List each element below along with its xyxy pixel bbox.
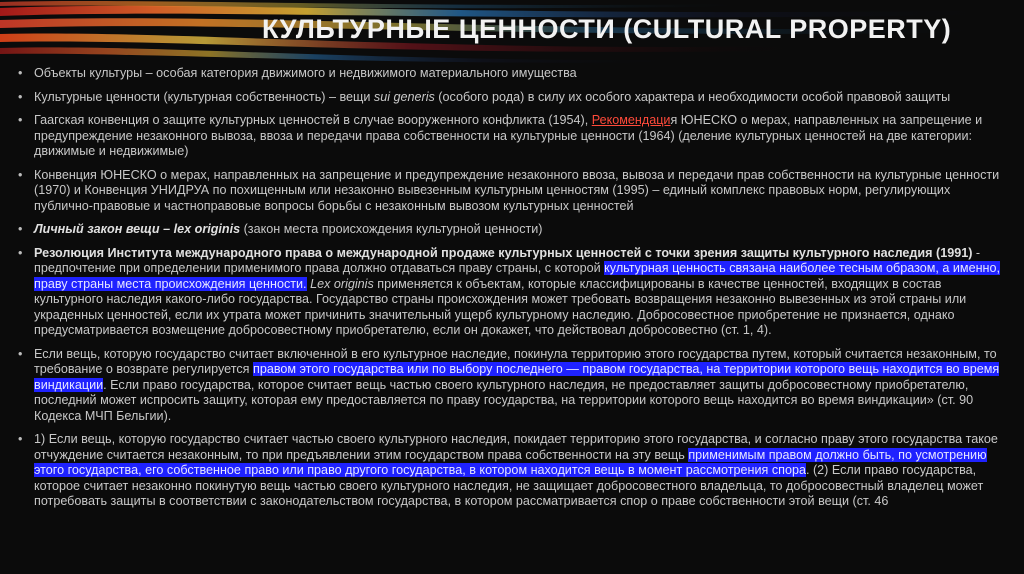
bullet-item — [16, 246, 1008, 339]
bullet-dot: • — [18, 113, 23, 127]
bullet-text: Если вещь, которую государство считает включенной в его культурное наследие, покинула территорию этого государства путем, который считается незаконным, то требование о возврате регулируется — [34, 346, 997, 376]
bullet-dot: • — [18, 346, 23, 361]
bullet-dot: • — [18, 167, 23, 182]
bullet-text: применяется к объектам, которые классифицированы в качестве ценностей, входящих в состав культурного наследия какого-либо государства. Государство страны происхождения может требовать возвращения незаконно вывезенных из этой страны или украденных ценностей, если их утрата может причинить значительный ущерб культурному наследию. Добросовестное приобретение не признается, однако предусматривается возмещение добросовестному приобретателю, если он докажет, что действовал добросовестно (ст. 1, 4). — [34, 276, 967, 337]
highlighted-text: культурная ценность связана наиболее тесным образом, а именно, праву страны места происхождения ценности. — [34, 261, 1000, 291]
bullet-text: . (2) Если право государства, которое считает незаконно покинутую вещь частью своего культурного наследия, не защищает добросовестного владельца, то добросовестный владелец может потребовать защиты в соответствии с законодательством государства, в котором рассматривается спор о праве собственности этой вещи (ст. 46 — [34, 463, 984, 508]
bold-heading: Резолюция Института международного права о международной продаже культурных ценностей с точки зрения защиты культурного наследия (1991) — [34, 245, 973, 260]
slide-title: КУЛЬТУРНЫЕ ЦЕННОСТИ (CULTURAL PROPERTY) — [262, 14, 952, 44]
bullet-dot: • — [18, 432, 23, 446]
bullet-text: Конвенция ЮНЕСКО о мерах, направленных на запрещение и предупреждение незаконного ввоза, вывоза и передачи прав собственности на культурные ценности (1970) и Конвенция УНИДРУА по похищенным или незаконно вывезенным культурным ценностям (1995) – единый комплекс правовых норм, регулирующих публично-правовые и частноправовые вопросы борьбы с незаконным вывозом культурных ценностей — [34, 167, 1000, 213]
bullet-text: я ЮНЕСКО о мерах, направленных на запрещение и предупреждение незаконного вывоза, ввоза и передачи права собственности на культурные ценности (1964) (деление культурных ценностей на две категории: движимые и недвижимые) — [34, 113, 983, 158]
bullet-text: . Если право государства, которое считает вещь частью своего культурного наследия, не предоставляет защиты добросовестному приобретателю, последний может испросить защиту, которая ему предоставляется по праву государства, на территории которого вещь находится во время виндикации» (ст. 90 Кодекса МЧП Бельгии). — [34, 377, 974, 423]
bullet-text: Культурные ценности (культурная собственность) – вещи — [34, 89, 374, 104]
bold-italic-term: Личный закон вещи – lex originis — [34, 222, 241, 236]
italic-term: Lex originis — [310, 276, 374, 291]
highlighted-text: применимым правом должно быть, по усмотрению этого государства, его собственное право или право другого государства, в котором находится вещь в момент рассмотрения спора — [34, 447, 987, 477]
bullet-dot: • — [18, 89, 23, 104]
highlighted-text: правом этого государства или по выбору последнего — правом государства, на территории которого вещь находится во время виндикации — [34, 362, 1000, 392]
bullet-text: Объекты культуры – особая категория движимого и недвижимого материального имущества — [34, 66, 577, 80]
italic-term: sui generis — [373, 89, 435, 104]
bullet-text: (закон места происхождения культурной ценности) — [240, 222, 543, 236]
recommendation-link[interactable]: Рекомендаци — [591, 113, 671, 127]
bullet-list — [16, 66, 1008, 518]
bullet-text: - предпочтение при определении применимого права должно отдаваться праву страны, с которой — [34, 245, 981, 275]
bullet-dot: • — [18, 245, 23, 260]
bullet-item — [16, 66, 1008, 82]
bullet-item — [16, 168, 1008, 215]
bullet-text: 1) Если вещь, которую государство считает частью своего культурного наследия, покидает территорию этого государства, и согласно праву этого государства такое отчуждение считается незаконным, то при предъявлении этим государством права собственности на эту вещь — [34, 432, 998, 462]
bullet-dot: • — [18, 66, 23, 80]
bullet-item — [16, 432, 1008, 510]
bullet-item — [16, 347, 1008, 425]
bullet-item — [16, 90, 1008, 106]
bullet-text: (особого рода) в силу их особого характера и необходимости особой правовой защиты — [434, 89, 951, 104]
bullet-dot: • — [18, 222, 23, 236]
bullet-item — [16, 113, 1008, 160]
bullet-text: Гаагская конвенция о защите культурных ценностей в случае вооруженного конфликта (1954), — [34, 113, 592, 127]
bullet-item — [16, 222, 1008, 238]
